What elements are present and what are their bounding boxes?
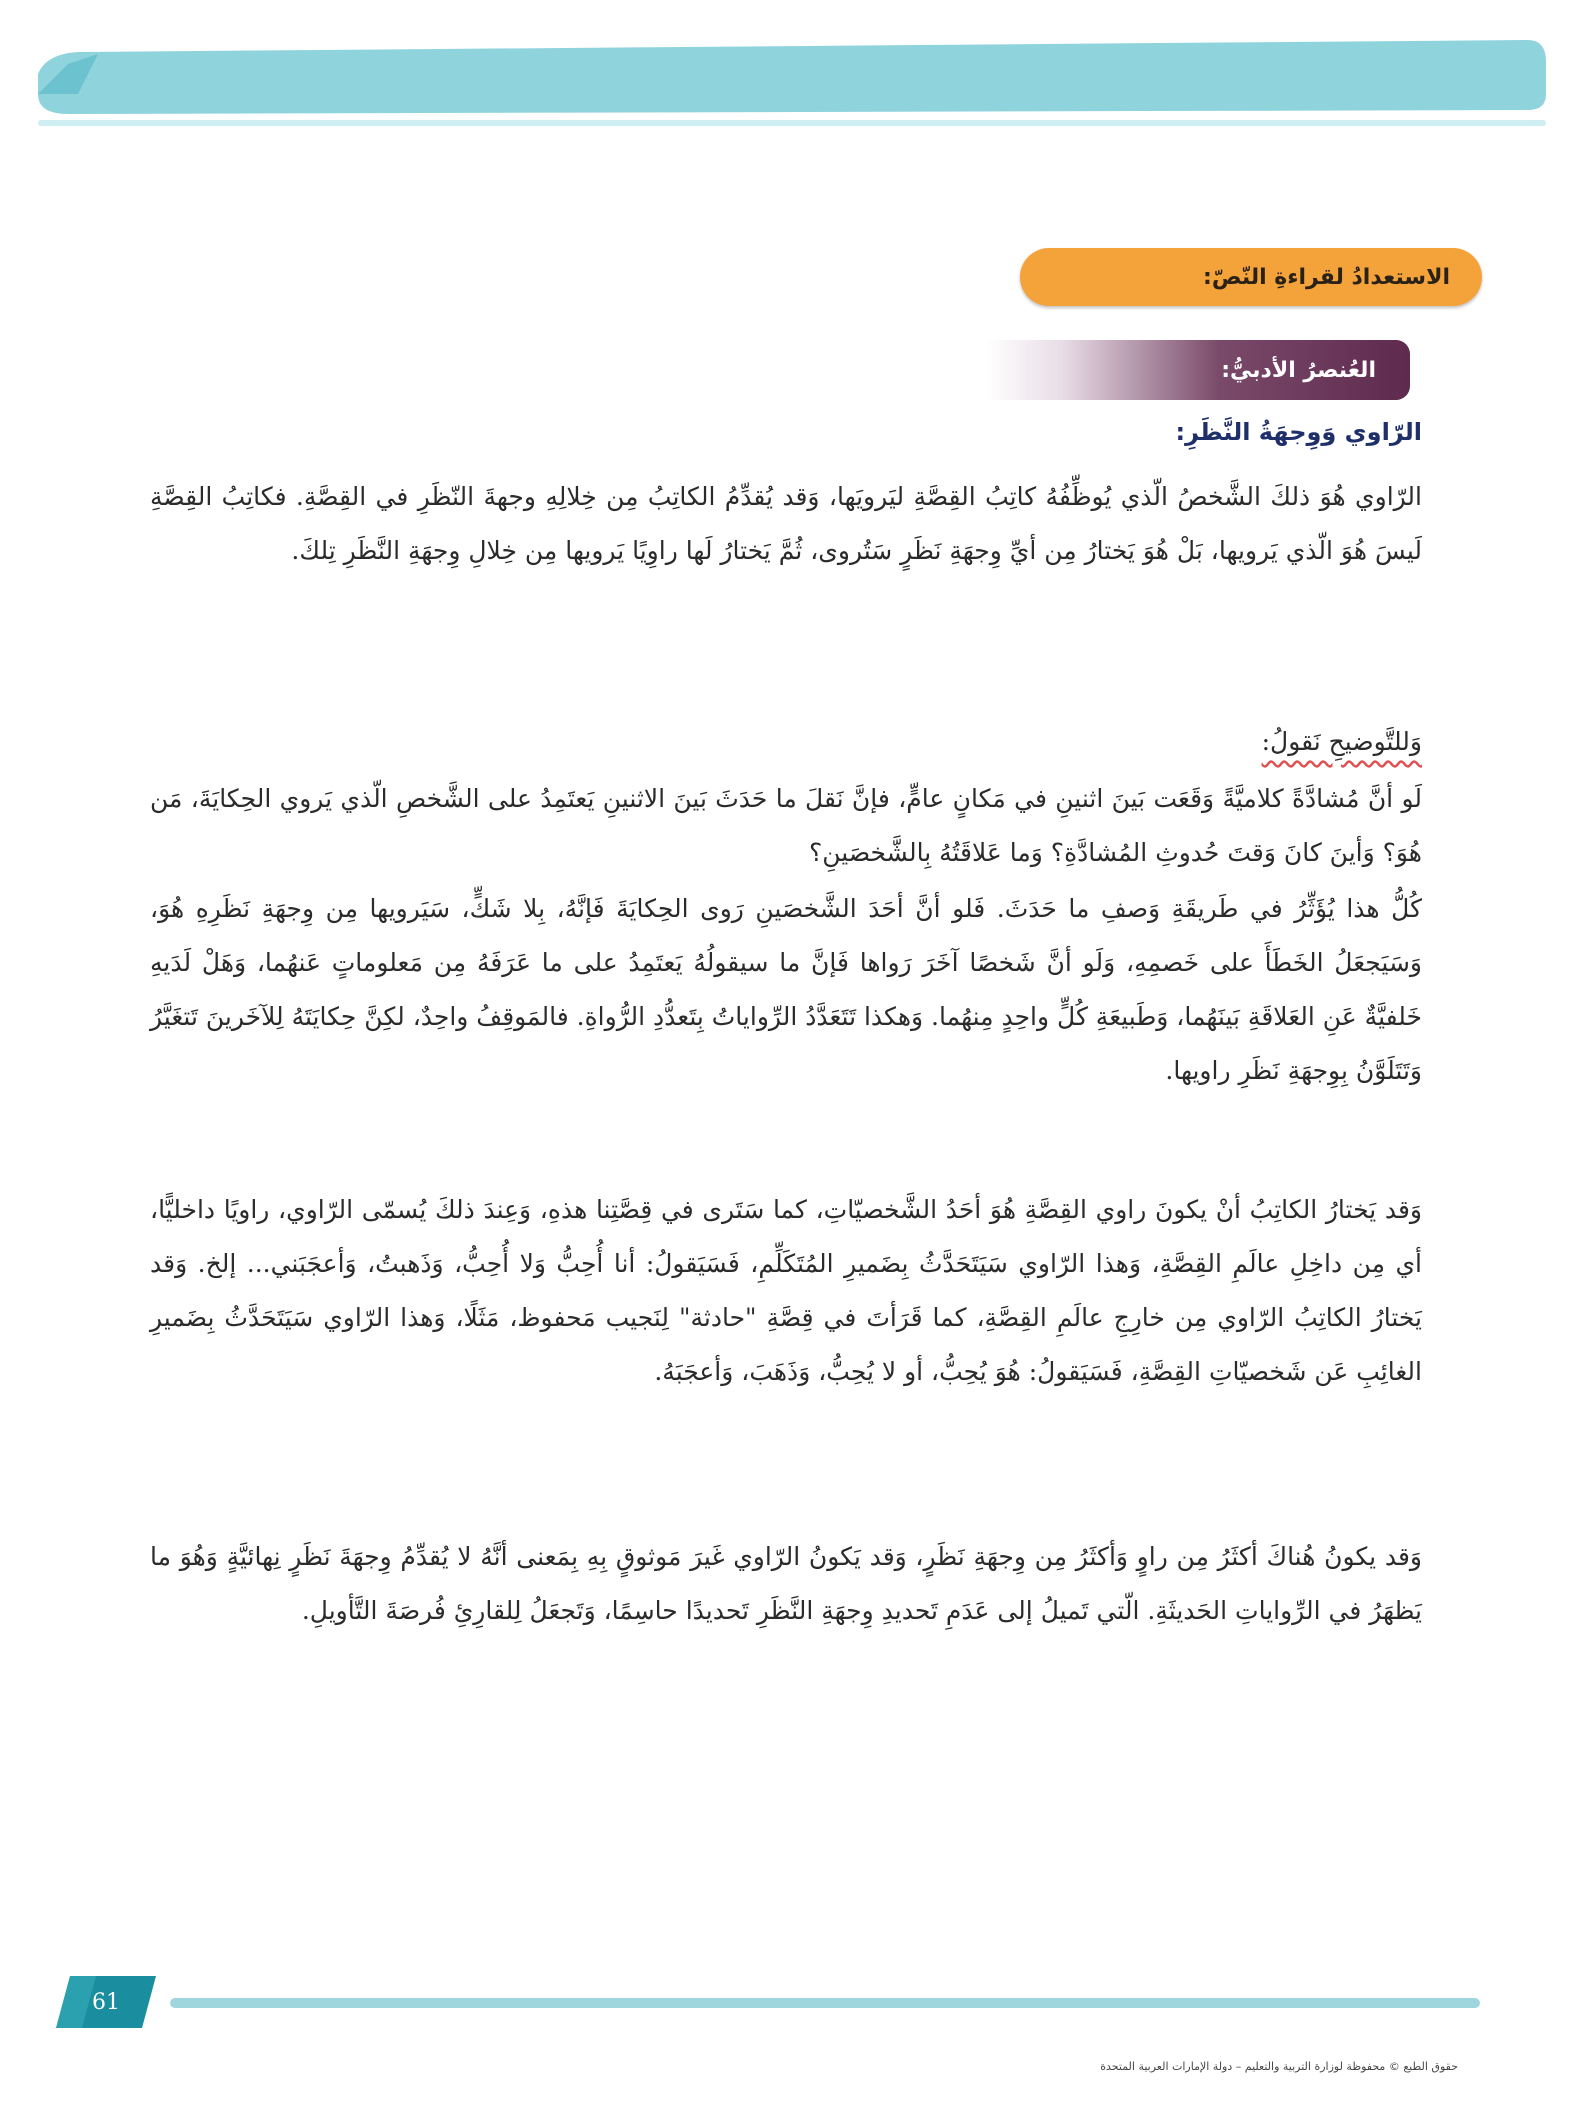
- literary-element-title: العُنصرُ الأدبيُّ:: [1221, 357, 1376, 383]
- literary-element-bar: [986, 340, 1410, 400]
- paragraph-perspective-effect: كُلُّ هذا يُؤَثِّرُ في طَريقَةِ وَصفِ ما حَدَثَ. فَلو أنَّ أحَدَ الشَّخصَينِ رَوى الحِكايَةَ فَإنَّهُ، بِلا شَكٍّ، سَيَرويها مِن وِجهَةِ نَظَرِهِ هُوَ، وَسَيَجعَلُ الخَطَأَ على خَصمِهِ، وَلَو أنَّ شَخصًا آخَرَ رَواها فَإنَّ ما سيقولُهُ يَعتَمِدُ على ما عَرَفَهُ مِن مَعلوماتٍ عَنهُما، وَهَلْ لَدَيهِ خَلفيَّةٌ عَنِ العَلاقَةِ بَينَهُما، وَطَبيعَةِ كُلٍّ واحِدٍ مِنهُما. وَهكذا تَتَعَدَّدُ الرِّواياتُ بِتَعدُّدِ الرُّواةِ. فالمَوقِفُ واحِدٌ، لكِنَّ حِكايَتَهُ لِلآخَرينَ تَتغَيَّرُ وَتَتَلَوَّنُ بِوِجهَةِ نَظَرِ راويها.: [150, 894, 1422, 1085]
- narrator-subheading: الرّاوي وَوِجهَةُ النَّظَرِ:: [1175, 418, 1422, 446]
- section-title-badge: [1020, 248, 1482, 306]
- paragraph-intro-clarify: وَللتَّوضيحِ نَقولُ:: [1261, 727, 1422, 756]
- paragraph-narrator-types: وَقد يَختارُ الكاتِبُ أنْ يكونَ راوي القِصَّةِ هُوَ أحَدُ الشَّخصيّاتِ، كما سَتَرى في قِصَّتِنا هذهِ، وَعِندَ ذلكَ يُسمّى الرّاوي، راويًا داخليًّا، أي مِن داخِلِ عالَمِ القِصَّةِ، وَهذا الرّاوي سَيَتَحَدَّثُ بِضَميرِ المُتَكَلِّمِ، فَسَيَقولُ: أنا أُحِبُّ وَلا أُحِبُّ، وَذَهبتُ، وَأعجَبَني... إلخ. وَقد يَختارُ الكاتِبُ الرّاوي مِن خارِجِ عالَمِ القِصَّةِ، كما قَرَأتَ في قِصَّةِ "حادثة" لِنَجيب مَحفوظ، مَثَلًا، وَهذا الرّاوي سَيَتَحَدَّثُ بِضَميرِ الغائِبِ عَن شَخصيّاتِ القِصَّةِ، فَسَيَقولُ: هُوَ يُحِبُّ، أو لا يُحِبُّ، وَذَهَبَ، وَأعجَبَهُ.: [150, 1195, 1422, 1386]
- page-number-badge: [56, 1976, 156, 2028]
- paragraph-narrator-definition: الرّاوي هُوَ ذلكَ الشَّخصُ الّذي يُوظِّفُهُ كاتِبُ القِصَّةِ ليَرويَها، وَقد يُقدِّمُ الكاتِبُ مِن خِلالِهِ وجهةَ النّظَرِ في القِصَّةِ. فكاتِبُ القِصَّةِ لَيسَ هُوَ الّذي يَرويها، بَلْ هُوَ يَختارُ مِن أيِّ وِجهَةِ نَظَرٍ سَتُروى، ثُمَّ يَختارُ لَها راوِيًا يَرويها مِن خِلالِ وِجهَةِ النَّظَرِ تِلكَ.: [150, 482, 1422, 565]
- paragraph-quarrel-example: لَو أنَّ مُشادَّةً كلاميَّةً وَقَعَت بَينَ اثنينِ في مَكانٍ عامٍّ، فإنَّ نَقلَ ما حَدَثَ بَينَ الاثنينِ يَعتَمِدُ على الشَّخصِ الّذي يَروي الحِكايَةَ، مَن هُوَ؟ وَأينَ كانَ وَقتَ حُدوثِ المُشادَّةِ؟ وَما عَلاقَتُهُ بِالشَّخصَينِ؟: [150, 784, 1422, 867]
- footer-divider: [170, 1998, 1480, 2008]
- page-number: 61: [92, 1989, 120, 2015]
- copyright-notice: حقوق الطبع © محفوظة لوزارة التربية والتعليم – دولة الإمارات العربية المتحدة: [1100, 2060, 1458, 2073]
- top-decorative-band: [38, 34, 1548, 130]
- section-title: الاستعدادُ لقراءةِ النّصّ:: [1203, 264, 1450, 290]
- paragraph-multiple-narrators: وَقد يكونُ هُناكَ أكثَرُ مِن راوٍ وَأكثَرُ مِن وِجهَةِ نَظَرٍ، وَقد يَكونُ الرّاوي غَيرَ مَوثوقٍ بِهِ بِمَعنى أنَّهُ لا يُقدِّمُ وِجهَةَ نَظَرٍ نِهائيَّةٍ وَهُوَ ما يَظهَرُ في الرِّواياتِ الحَديثَةِ. الّتي تَميلُ إلى عَدَمِ تَحديدِ وِجهَةِ النَّظَرِ تَحديدًا حاسِمًا، وَتَجعَلُ لِلقارِئِ فُرصَةَ التَّأويلِ.: [150, 1542, 1422, 1625]
